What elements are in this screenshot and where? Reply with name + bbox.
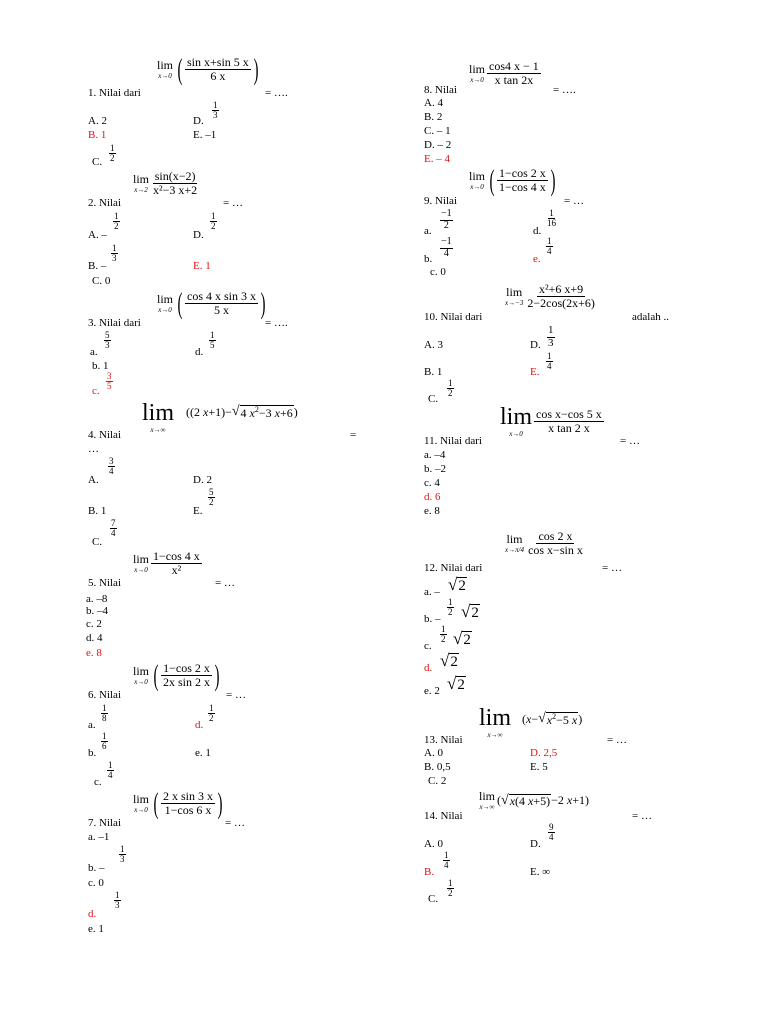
q3-d-fraction: 1 5 [210,330,215,351]
q2-d-fraction: 1 2 [211,211,216,232]
q1-option-d: D. [193,115,204,127]
q13-option-d: D. 2,5 [530,747,558,759]
q11-option-e: e. 8 [424,505,440,517]
q7-option-c: c. 0 [88,877,104,889]
q12-expression: lim x→π/4 cos 2 x cos x−sin x [505,529,583,558]
q9-option-a: a. [424,225,432,237]
q4-expression: lim x→∞ [142,400,175,435]
q9-expression: lim x→0 ( 1−cos 2 x 1−cos 4 x ) [469,164,556,198]
q12-option-c: c. [424,640,432,652]
q8-option-b: B. 2 [424,111,443,123]
q13-option-e: E. 5 [530,761,548,773]
q4-option-a: A. [88,474,99,486]
q10-c-fraction: 1 2 [448,378,453,399]
q7-option-b: b. – [88,862,105,874]
q13-option-c: C. 2 [428,775,447,787]
q5-option-e: e. 8 [86,647,102,659]
q10-label: 10. Nilai dari [424,311,483,323]
q4-tail: = [350,429,357,441]
q9-e-fraction: 1 4 [547,236,552,257]
q2-option-d: D. [193,229,204,241]
q9-b-fraction: −1 4 [441,236,452,259]
q12-c-fraction: 1 2 [441,624,446,645]
q5-label: 5. Nilai [88,577,121,589]
q4-c-fraction: 7 4 [111,518,116,539]
q1-option-e: E. –1 [193,129,217,141]
q5-tail: = … [215,577,235,589]
q10-expression: lim x→−3 x²+6 x+9 2−2cos(2x+6) [505,282,595,311]
q6-option-e: e. 1 [195,747,211,759]
q7-tail: = … [225,817,245,829]
q6-d-fraction: 1 2 [209,703,214,724]
q14-option-a: A. 0 [424,838,443,850]
q1-d-fraction: 1 3 [213,100,218,121]
q4-e-fraction: 5 2 [209,487,214,508]
q8-tail: = …. [553,84,576,96]
q1-expression: lim x→0 ( sin x+sin 5 x 6 x ) [157,53,259,87]
q8-option-e: E. – 4 [424,153,450,165]
q3-label: 3. Nilai dari [88,317,141,329]
q3-option-d: d. [195,346,204,358]
q14-b-fraction: 1 4 [444,850,449,871]
q7-option-a: a. –1 [88,831,110,843]
q11-tail: = … [620,435,640,447]
q13-expression-body: (x− √ $x^2-5$ x ) [522,711,583,727]
q12-option-d: d. [424,662,433,674]
q2-label: 2. Nilai [88,197,121,209]
q13-option-b: B. 0,5 [424,761,451,773]
q6-option-c: c. [94,776,102,788]
q14-expression: lim x→∞ ( √ x(4 x+5) −2 x+1) [479,789,589,812]
q11-option-b: b. –2 [424,463,446,475]
q3-c-fraction: 3 5 [107,371,112,392]
q4-expression-body: ((2 x+1)− √ 4 $x^2-3$ x+6 ) [186,404,298,420]
q1-option-c: C. [92,156,103,168]
q3-option-c: c. [92,385,100,397]
q9-option-e: e. [533,253,541,265]
q8-option-d: D. – 2 [424,139,452,151]
q12-e-radical: √2 [447,674,465,693]
q10-option-d: D. [530,339,541,351]
q13-expression: lim x→∞ [479,705,512,740]
q11-expression: lim x→0 cos x−cos 5 x x tan 2 x [500,404,602,439]
q1-option-b: B. 1 [88,129,107,141]
q12-option-e: e. 2 [424,685,440,697]
q7-label: 7. Nilai [88,817,121,829]
q14-d-fraction: 9 4 [549,822,554,843]
q10-option-e: E. [530,366,540,378]
q10-option-a: A. 3 [424,339,443,351]
q5-expression: lim x→0 1−cos 4 x x² [133,549,200,578]
q6-option-a: a. [88,719,96,731]
q6-c-fraction: 1 4 [108,760,113,781]
q3-expression: lim x→0 ( cos 4 x sin 3 x 5 x ) [157,287,266,321]
q1-label: 1. Nilai dari [88,87,141,99]
q14-c-fraction: 1 2 [448,878,453,899]
q6-expression: lim x→0 ( 1−cos 2 x 2x sin 2 x ) [133,659,220,693]
q4-option-c: C. [92,536,103,548]
q3-a-fraction: 5 3 [105,330,110,351]
q12-c-radical: √2 [453,629,471,648]
q12-option-b: b. – [424,613,441,625]
q7-option-e: e. 1 [88,923,104,935]
q3-tail: = …. [265,317,288,329]
q2-option-c: C. 0 [92,275,111,287]
q9-option-b: b. [424,253,433,265]
q13-tail: = … [607,734,627,746]
q2-option-a: A. – [88,229,107,241]
q6-b-fraction: 1 6 [102,731,107,752]
q8-option-a: A. 4 [424,97,443,109]
q8-option-c: C. – 1 [424,125,451,137]
q10-e-fraction: 1 4 [547,351,552,372]
q6-label: 6. Nilai [88,689,121,701]
q14-option-d: D. [530,838,541,850]
q12-label: 12. Nilai dari [424,562,483,574]
q12-b-fraction: 1 2 [448,597,453,618]
q5-option-c: c. 2 [86,618,102,630]
q6-tail: = … [226,689,246,701]
q9-label: 9. Nilai [424,195,457,207]
q12-b-radical: √2 [461,602,479,621]
q2-expression: lim x→2 sin(x−2) x²−3 x+2 [133,169,198,198]
q12-a-radical: √2 [448,575,466,594]
q4-label: 4. Nilai [88,429,121,441]
q14-option-e: E. ∞ [530,866,551,878]
q11-option-a: a. –4 [424,449,446,461]
q6-option-b: b. [88,747,97,759]
q10-option-b: B. 1 [424,366,443,378]
q7-d-fraction: 1 3 [115,890,120,911]
q9-a-fraction: −1 2 [441,208,452,231]
q3-option-b: b. 1 [92,360,109,372]
q2-option-e: E. 1 [193,260,211,272]
q5-option-a: a. –8 [86,593,108,605]
q9-option-c: c. 0 [430,266,446,278]
q9-tail: = … [564,195,584,207]
q9-option-d: d. [533,225,542,237]
q4-dots: … [88,443,99,455]
q12-option-a: a. – [424,586,440,598]
q1-option-a: A. 2 [88,115,107,127]
q10-option-c: C. [428,393,439,405]
q14-tail: = … [632,810,652,822]
q10-tail: adalah .. [632,311,669,323]
q2-tail: = … [223,197,243,209]
q4-option-d: D. 2 [193,474,212,486]
q9-d-fraction: 1 16 [547,208,556,229]
q11-option-d: d. 6 [424,491,441,503]
q13-option-a: A. 0 [424,747,443,759]
q7-option-d: d. [88,908,97,920]
q7-expression: lim x→0 ( 2 x sin 3 x 1−cos 6 x ) [133,787,223,821]
q12-tail: = … [602,562,622,574]
q8-expression: lim x→0 cos4 x − 1 x tan 2x [469,59,539,88]
q1-tail: = …. [265,87,288,99]
q12-d-radical: √2 [440,651,458,670]
q11-label: 11. Nilai dari [424,435,482,447]
q5-option-d: d. 4 [86,632,103,644]
q4-option-b: B. 1 [88,505,107,517]
q3-option-a: a. [90,346,98,358]
q1-c-fraction: 1 2 [110,143,115,164]
q6-a-fraction: 1 8 [102,703,107,724]
q4-option-e: E. [193,505,203,517]
q11-option-c: c. 4 [424,477,440,489]
q4-a-fraction: 3 4 [109,456,114,477]
q7-b-fraction: 1 3 [120,844,125,865]
q2-a-fraction: 1 2 [114,211,119,232]
q14-option-b: B. [424,866,435,878]
q14-option-c: C. [428,893,439,905]
q2-option-b: B. – [88,260,107,272]
q14-label: 14. Nilai [424,810,463,822]
q8-label: 8. Nilai [424,84,457,96]
q6-option-d: d. [195,719,204,731]
q10-d-fraction: 1 3 [548,324,554,349]
q5-option-b: b. –4 [86,605,108,617]
q13-label: 13. Nilai [424,734,463,746]
q2-b-fraction: 1 3 [112,243,117,264]
